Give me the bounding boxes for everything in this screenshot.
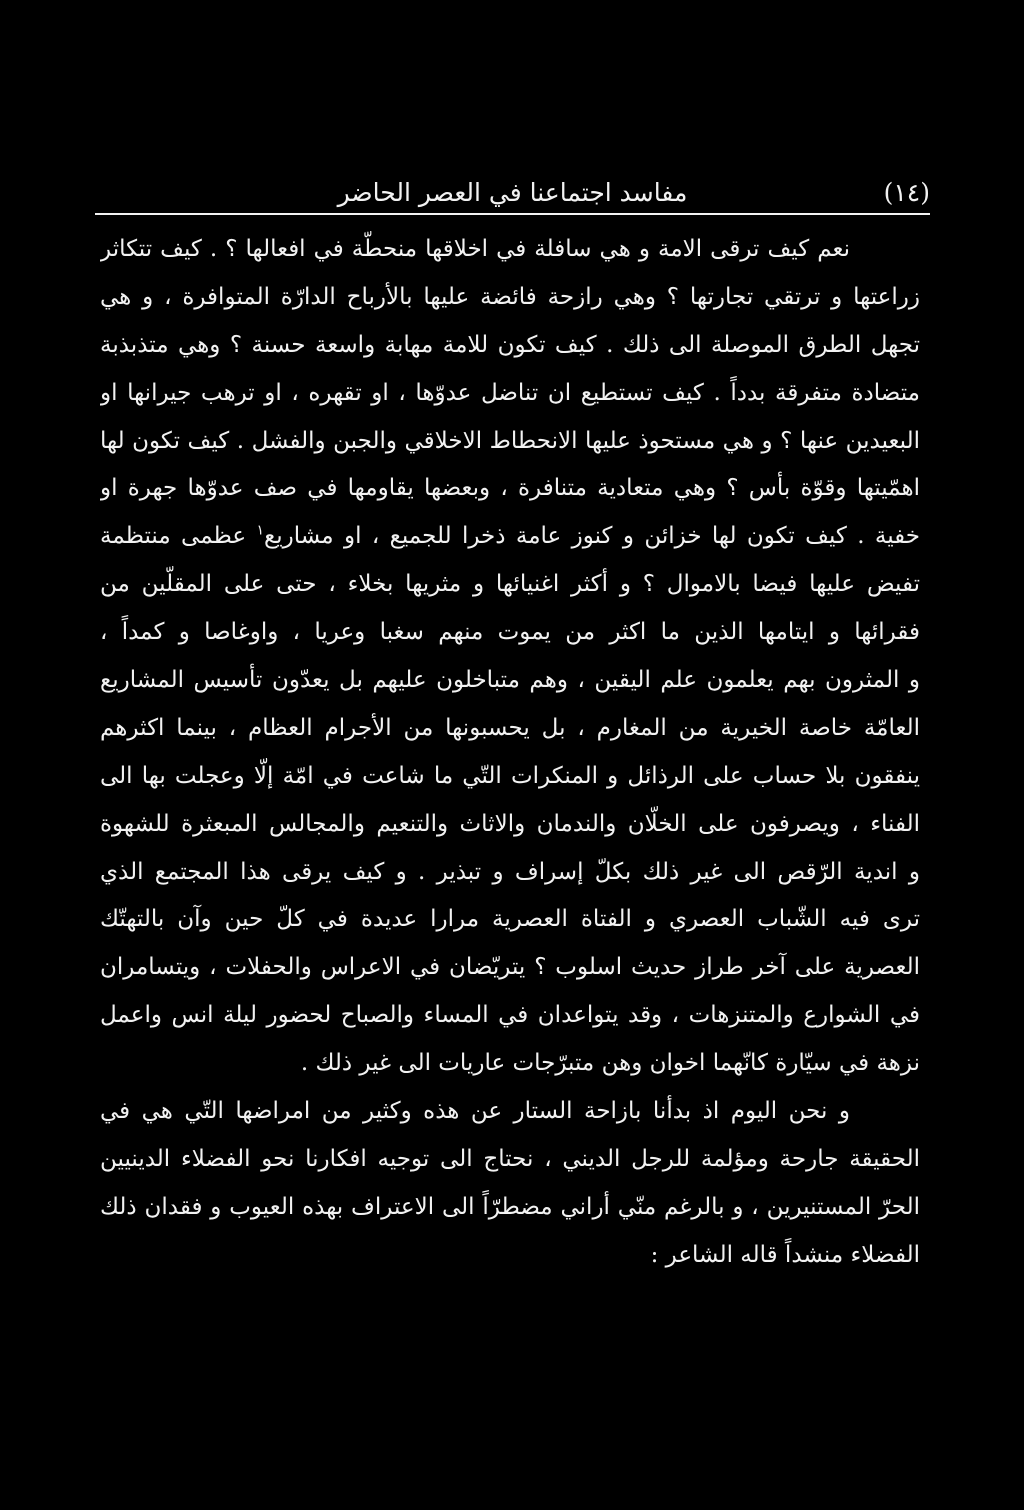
text-line: البعيدين عنها ؟ و هي مستحوذ عليها الانحطاط الاخلاقي والجبن والفشل . كيف تكون لها (100, 427, 920, 454)
text-line: نزهة في سيّارة كانّهما اخوان وهن متبرّجات عاريات الى غير ذلك . (300, 1050, 920, 1077)
header-rule (95, 213, 930, 215)
text-line: الفناء ، ويصرفون على الخلّان والندمان والاثاث والتنعيم والمجالس المبعثرة للشهوة (100, 810, 920, 837)
text-line: خفية . كيف تكون لها خزائن و كنوز عامة ذخرا للجميع ، او مشاريع$^١$ عظمى منتظمة (100, 522, 920, 550)
running-title: مفاسد اجتماعنا في العصر الحاضر (337, 178, 688, 207)
text-line: العامّة خاصة الخيرية من المغارم ، بل يحسبونها من الأجرام العظام ، بينما اكثرهم (100, 714, 920, 741)
text-line: العصرية على آخر طراز حديث اسلوب ؟ يتريّضان في الاعراس والحفلات ، ويتسامران (100, 954, 920, 981)
text-line: زراعتها و ترتقي تجارتها ؟ وهي رازحة فائضة عليها بالأرباح الدارّة المتوافرة ، و هي (100, 283, 920, 310)
text-line: نعم كيف ترقى الامة و هي سافلة في اخلاقها منحطّة في افعالها ؟ . كيف تتكاثر (100, 236, 850, 262)
text-line: في الشوارع والمتنزهات ، وقد يتواعدان في المساء والصباح لحضور ليلة انس واعمل (100, 1002, 920, 1029)
page-header (95, 176, 930, 210)
text-line: الفضلاء منشداً قاله الشاعر : (650, 1241, 920, 1268)
body-text (100, 226, 920, 1280)
text-line: تجهل الطرق الموصلة الى ذلك . كيف تكون للامة مهابة واسعة حسنة ؟ وهي متذبذبة (100, 331, 920, 358)
text-line: ترى فيه الشّباب العصري و الفتاة العصرية مرارا عديدة في كلّ حين وآن بالتهتّك (100, 906, 920, 933)
text-line: متضادة متفرقة بدداً . كيف تستطيع ان تناضل عدوّها ، او تقهره ، او ترهب جيرانها او (100, 379, 920, 406)
text-line: و اندية الرّقص الى غير ذلك بكلّ إسراف و تبذير . و كيف يرقى هذا المجتمع الذي (100, 858, 920, 885)
text-line: و نحن اليوم اذ بدأنا بازاحة الستار عن هذه وكثير من امراضها التّي هي في (100, 1098, 850, 1125)
text-line: اهمّيتها وقوّة بأس ؟ وهي متعادية متنافرة ، وبعضها يقاومها في صف عدوّها جهرة او (100, 475, 920, 502)
text-line: تفيض عليها فيضا بالاموال ؟ و أكثر اغنيائها و مثريها بخلاء ، حتى على المقلّين من (100, 571, 920, 598)
text-line: فقرائها و ايتامها الذين ما اكثر من يموت منهم سغبا وعريا ، واوغاصا و كمداً ، (100, 619, 920, 646)
page-number: (١٤) (883, 178, 930, 207)
text-line: ينفقون بلا حساب على الرذائل و المنكرات التّي ما شاعت في امّة إلّا وعجلت بها الى (100, 762, 920, 789)
footnote-marker: ١ (256, 522, 265, 539)
text-line: الحقيقة جارحة ومؤلمة للرجل الديني ، نحتاج الى توجيه افكارنا نحو الفضلاء الدينيين (100, 1145, 920, 1172)
text-line: الحرّ المستنيرين ، و بالرغم منّي أراني مضطرّاً الى الاعتراف بهذه العيوب و فقدان ذلك (100, 1193, 920, 1220)
text-line: و المثرون بهم يعلمون علم اليقين ، وهم متباخلون عليهم بل يعدّون تأسيس المشاريع (100, 667, 920, 694)
